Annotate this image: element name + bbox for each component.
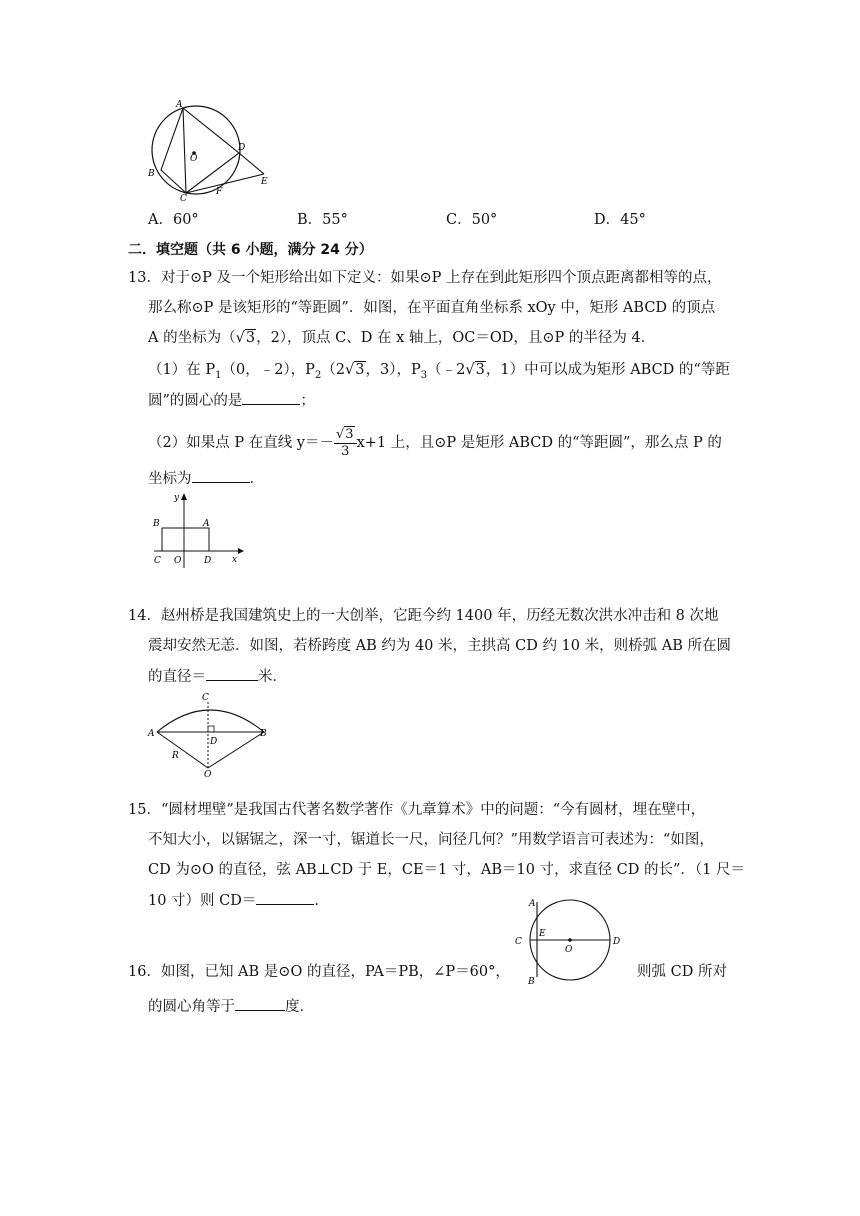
q12-option-b: B．55° (297, 212, 348, 228)
q13-line-6: （2）如果点 P 在直线 y＝－ $\frac{√3}{3}$ x+1 上，且⊙P 是矩形 ABCD 的“等距圆”，那么点 P 的 (148, 427, 722, 459)
q13-line-5: 圆”的圆心的是 ； (148, 390, 315, 411)
fig12-label-d: D (238, 143, 246, 153)
q14-figure (146, 690, 276, 778)
q16-line-1-start: 16．如图，已知 AB 是⊙O 的直径，PA＝PB，∠P＝60°， (128, 964, 510, 980)
q12-option-c: C．50° (446, 212, 498, 228)
fig14-label-c: C (202, 693, 209, 703)
fig12-label-b: B (148, 169, 155, 179)
fig13-label-c: C (154, 556, 161, 566)
q12-option-a: A．60° (148, 212, 199, 228)
section-title: 二．填空题（共 6 小题，满分 24 分） (128, 242, 373, 258)
q14-line-3: 的直径＝ 米． (148, 666, 287, 687)
q16-line-1-end: 则弧 CD 所对 (637, 964, 727, 980)
q13-line-7: 坐标为 ． (148, 468, 264, 489)
fig12-label-f: F (216, 187, 223, 197)
fig13-label-d: D (204, 556, 212, 566)
q15-line-2: 不知大小，以锯锯之，深一寸，锯道长一尺，问径几何？”用数学语言可表述为：“如图， (148, 832, 714, 848)
fig14-label-b: B (260, 729, 267, 739)
q13-blank-2[interactable] (192, 468, 250, 483)
q13-blank-1[interactable] (242, 390, 300, 405)
fraction-sqrt3-over-3: $\frac{√3}{3}$ (334, 426, 357, 460)
q15-line-4: 10 寸）则 CD＝ ． (148, 890, 329, 911)
fig15-label-b: B (528, 977, 535, 987)
fig12-label-e: E (261, 177, 268, 187)
fig14-label-o: O (204, 770, 212, 778)
q13-figure (148, 490, 248, 570)
q13-line-1: 13．对于⊙P 及一个矩形给出如下定义：如果⊙P 上存在到此矩形四个顶点距离都相等的点， (128, 270, 722, 286)
fig14-label-a: A (148, 729, 155, 739)
fig15-label-e: E (539, 929, 546, 939)
fig13-label-a: A (203, 519, 210, 529)
q15-figure (510, 892, 630, 988)
fig15-label-o: O (565, 945, 573, 955)
fig12-label-a: A (176, 100, 183, 110)
fig13-label-y: y (174, 493, 180, 503)
q16-blank[interactable] (235, 996, 285, 1011)
q12-figure (140, 98, 280, 203)
fig14-label-r: R (172, 751, 179, 761)
fig12-label-c: C (180, 194, 187, 203)
fig14-label-d: D (210, 737, 218, 747)
q12-option-d: D．45° (594, 212, 646, 228)
q15-blank[interactable] (256, 890, 314, 905)
q14-line-1: 14．赵州桥是我国建筑史上的一大创举，它距今约 1400 年，历经无数次洪水冲击和 8 次地 (128, 608, 719, 624)
q14-blank[interactable] (206, 666, 258, 681)
q13-line-3: A 的坐标为（√3，2），顶点 C、D 在 x 轴上，OC＝OD，且⊙P 的半径为 4． (148, 330, 656, 346)
sqrt-3: 3 (245, 330, 256, 346)
fig12-label-o: O (190, 154, 198, 164)
q13-line-4: （1）在 $P_1(0$，﹣2），$P_2(2√3$，3），$P_3(﹣2√3$，1）中可以成为矩形 ABCD 的“等距 (148, 362, 730, 381)
fig15-label-a: A (529, 899, 536, 909)
fig13-label-o: O (174, 556, 182, 566)
q16-line-2: 的圆心角等于 度． (148, 996, 314, 1017)
fig15-label-d: D (613, 937, 621, 947)
q15-line-3: CD 为⊙O 的直径，弦 AB⊥CD 于 E，CE＝1 寸，AB＝10 寸，求直径 CD 的长”．（1 尺＝ (148, 862, 746, 878)
fig13-label-x: x (232, 555, 238, 565)
q14-line-2: 震却安然无恙．如图，若桥跨度 AB 约为 40 米，主拱高 CD 约 10 米，则桥弧 AB 所在圆 (148, 638, 731, 654)
q13-line-2: 那么称⊙P 是该矩形的“等距圆”．如图，在平面直角坐标系 xOy 中，矩形 ABCD 的顶点 (148, 300, 716, 316)
fig13-label-b: B (153, 519, 160, 529)
q15-line-1: 15．“圆材埋壁”是我国古代著名数学著作《九章算术》中的问题：“今有圆材，埋在壁中， (128, 802, 706, 818)
fig15-label-c: C (515, 937, 522, 947)
